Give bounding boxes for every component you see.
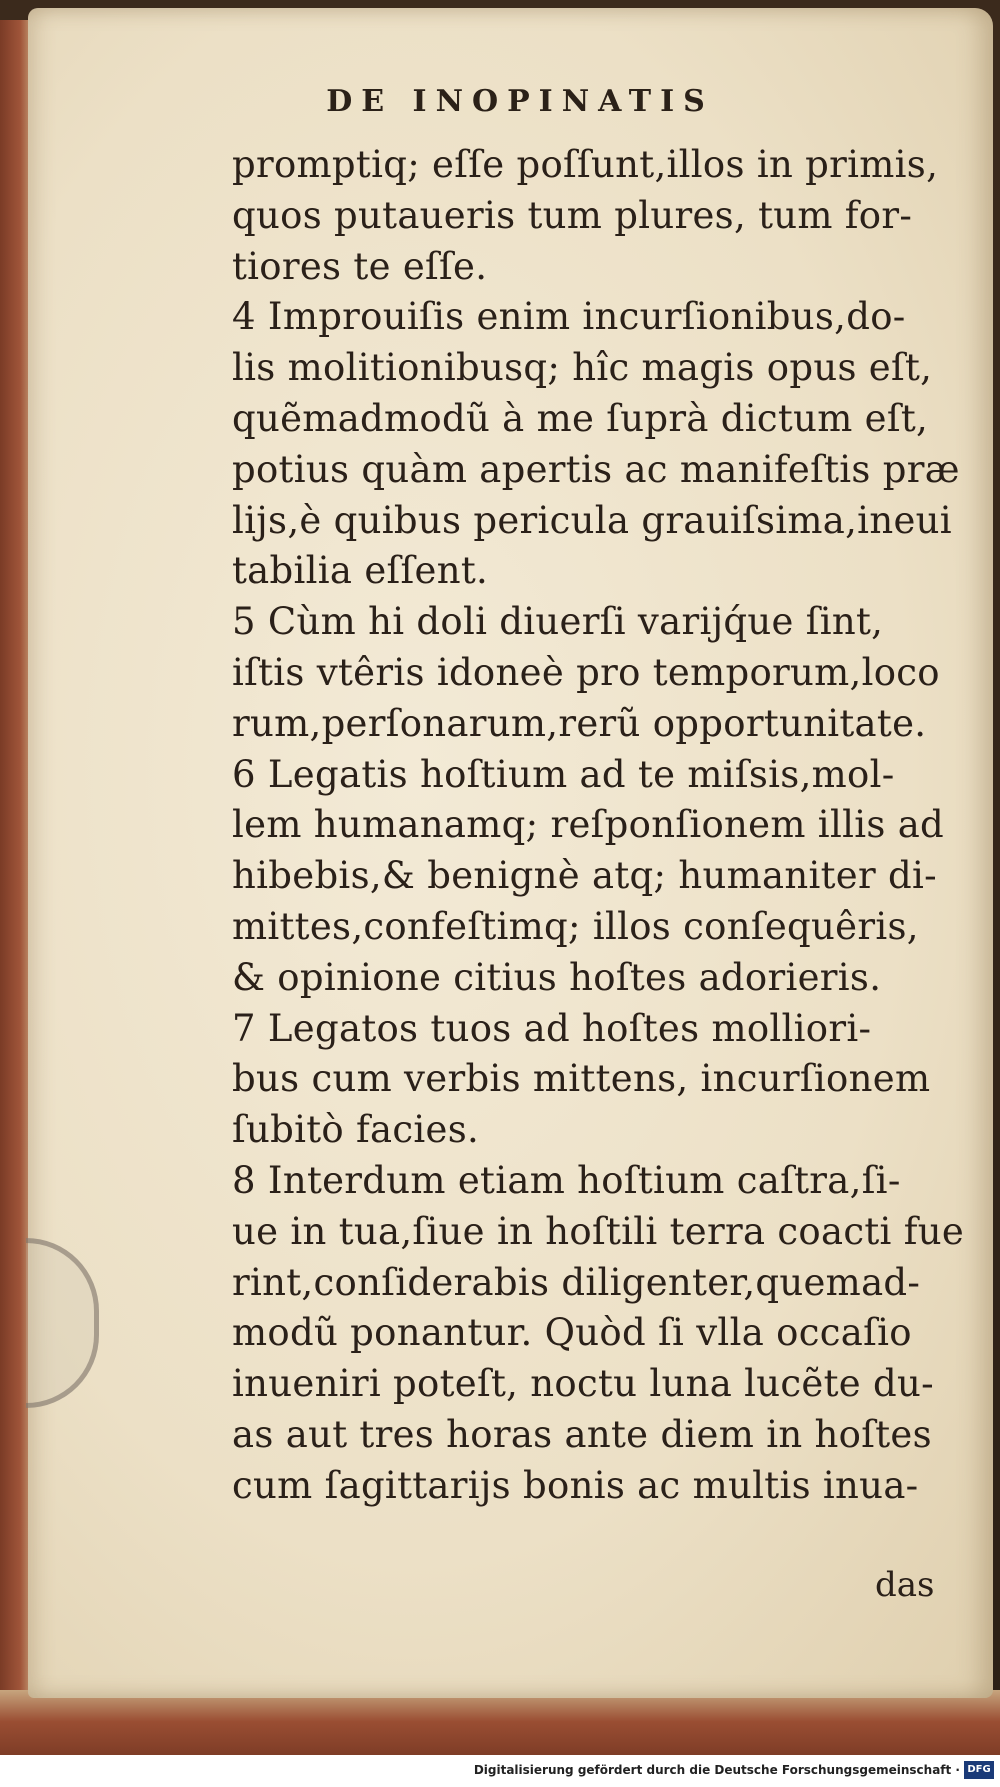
- text-line: inueniri poteſt, noctu luna lucẽte du-: [232, 1362, 934, 1406]
- footer-credit: Digitalisierung gefördert durch die Deutsche Forschungsgemeinschaft ·: [473, 1763, 960, 1777]
- text-line: quẽmadmodũ à me ſuprà dictum eſt,: [232, 396, 929, 440]
- text-line: 4 Improuiſis enim incurſionibus,do-: [232, 295, 906, 339]
- text-line: ſubitò facies.: [232, 1108, 480, 1152]
- clip-icon: [26, 1238, 99, 1408]
- text-line: ue in tua,ſiue in hoſtili terra coacti fue: [232, 1209, 965, 1253]
- text-line: rum,perſonarum,rerũ opportunitate.: [232, 701, 927, 745]
- text-line: quos putaueris tum plures, tum for-: [232, 193, 913, 237]
- text-line: tiores te eſſe.: [232, 244, 488, 288]
- text-line: tabilia eſſent.: [232, 549, 489, 593]
- text-line: cum ſagittarijs bonis ac multis inua-: [232, 1463, 919, 1507]
- text-line: mittes,confeſtimq; illos conſequêris,: [232, 904, 919, 948]
- text-line: potius quàm apertis ac manifeſtis præ: [232, 447, 960, 491]
- text-line: as aut tres horas ante diem in hoſtes: [232, 1412, 932, 1456]
- dfg-logo-icon: DFG: [964, 1761, 994, 1779]
- text-line: lis molitionibusq; hîc magis opus eſt,: [232, 346, 933, 390]
- text-line: lijs,è quibus pericula grauiſsima,ineui: [232, 498, 952, 542]
- text-line: 8 Interdum etiam hoſtium caſtra,ſi-: [232, 1158, 901, 1202]
- text-line: hibebis,& benignè atq; humaniter di-: [232, 854, 937, 898]
- running-head: DE INOPINATIS: [326, 84, 714, 119]
- text-line: promptiq; eſſe poſſunt,illos in primis,: [232, 143, 939, 186]
- catchword: das: [875, 1565, 935, 1605]
- text-line: 5 Cùm hi doli diuerſi varijq́ue ſint,: [232, 600, 884, 644]
- text-line: 6 Legatis hoſtium ad te miſsis,mol-: [232, 752, 895, 796]
- text-line: 7 Legatos tuos ad hoſtes molliori-: [232, 1006, 872, 1050]
- text-line: & opinione citius hoſtes adorieris.: [232, 955, 882, 999]
- text-line: bus cum verbis mittens, incurſionem: [232, 1057, 931, 1101]
- footer-bar: [0, 1755, 1000, 1787]
- text-line: rint,conſiderabis diligenter,quemad-: [232, 1260, 921, 1304]
- text-line: iſtis vtêris idoneè pro temporum,loco: [232, 650, 940, 694]
- text-line: lem humanamq; reſponſionem illis ad: [232, 803, 945, 847]
- text-block: [232, 140, 965, 1512]
- page-edge-bottom: [0, 1690, 1000, 1760]
- text-line: modũ ponantur. Quòd ſi vlla occaſio: [232, 1311, 912, 1355]
